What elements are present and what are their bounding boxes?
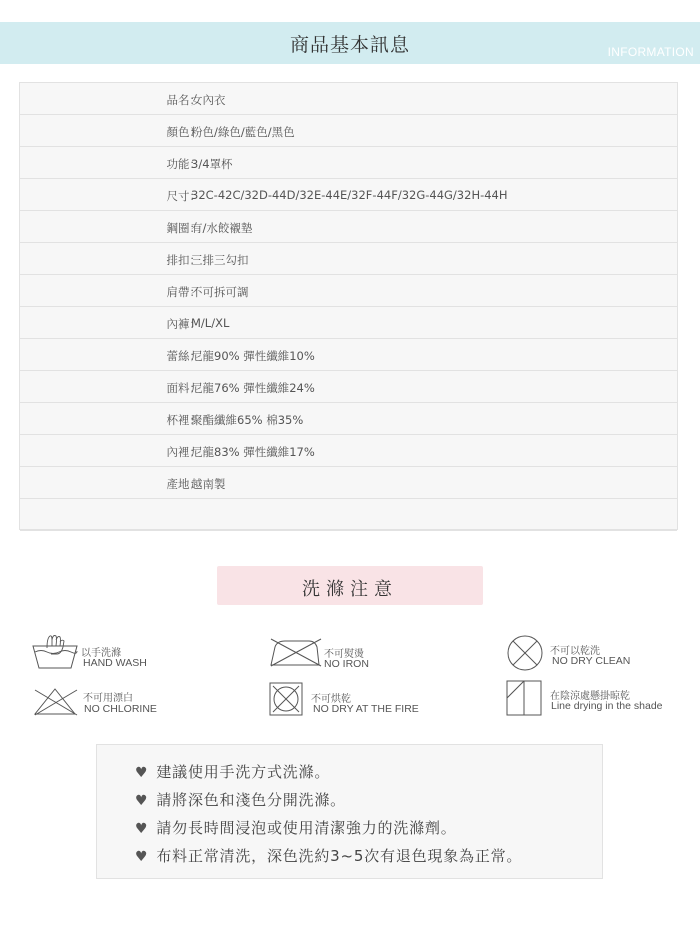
info-row-fabric bbox=[20, 371, 677, 403]
info-value: 尼龍76% 彈性纖維24% bbox=[191, 381, 315, 395]
info-title: 商品基本訊息 bbox=[289, 34, 410, 56]
info-label: 面料： bbox=[166, 381, 201, 395]
note-text: 請勿長時間浸泡或使用清潔強力的洗滌劑。 bbox=[156, 819, 457, 837]
info-value: 女內衣 bbox=[191, 93, 226, 107]
care-zh-label: 不可熨燙 bbox=[324, 649, 364, 660]
info-label: 品名： bbox=[166, 93, 201, 107]
wash-title: 洗滌注意 bbox=[302, 579, 398, 600]
note-item bbox=[135, 845, 522, 866]
info-value: 不可拆可調 bbox=[191, 285, 249, 299]
care-zh-label: 以手洗滌 bbox=[81, 648, 121, 659]
hand-wash-icon bbox=[31, 634, 81, 670]
care-zh-label: 在陰涼處懸掛晾乾 bbox=[550, 691, 630, 702]
info-value: 32C-42C/32D-44D/32E-44E/32F-44F/32G-44G/32H-44H bbox=[191, 188, 508, 202]
info-value: 3/4罩杯 bbox=[191, 157, 233, 171]
product-info-table bbox=[19, 82, 678, 530]
info-label: 蕾絲： bbox=[166, 349, 201, 363]
note-item bbox=[135, 817, 457, 838]
info-label: 排扣： bbox=[166, 253, 201, 267]
heart-icon: ♥ bbox=[135, 765, 149, 781]
info-label: 內裡： bbox=[166, 445, 201, 459]
info-value: 有/水餃襯墊 bbox=[191, 221, 253, 235]
info-value: 三排三勾扣 bbox=[191, 253, 249, 267]
note-text: 請將深色和淺色分開洗滌。 bbox=[156, 791, 346, 809]
care-en-label: HAND WASH bbox=[83, 657, 147, 669]
info-subtitle: INFORMATION bbox=[607, 45, 694, 59]
info-value: 聚酯纖維65% 棉35% bbox=[191, 413, 304, 427]
care-zh-label: 不可以乾洗 bbox=[550, 646, 600, 657]
info-label: 肩帶： bbox=[166, 285, 201, 299]
care-no-chlorine bbox=[33, 686, 193, 718]
info-row-origin bbox=[20, 467, 677, 499]
note-text: 建議使用手洗方式洗滌。 bbox=[156, 763, 331, 781]
info-value: 粉色/綠色/藍色/黑色 bbox=[191, 125, 295, 139]
heart-icon: ♥ bbox=[135, 821, 149, 837]
info-row-lining bbox=[20, 435, 677, 467]
note-text: 布料正常清洗，深色洗約3~5次有退色現象為正常。 bbox=[156, 847, 523, 865]
line-dry-shade-icon bbox=[506, 680, 542, 716]
info-row-lace bbox=[20, 339, 677, 371]
info-label: 內褲： bbox=[166, 317, 201, 331]
info-row-cup-lining bbox=[20, 403, 677, 435]
care-en-label: NO IRON bbox=[324, 658, 369, 670]
care-en-label: Line drying in the shade bbox=[551, 700, 663, 712]
note-item bbox=[135, 761, 330, 782]
info-row-color bbox=[20, 115, 677, 147]
info-row-straps bbox=[20, 275, 677, 307]
care-no-iron bbox=[269, 637, 409, 673]
care-no-dry-clean bbox=[506, 634, 666, 672]
info-label: 杯裡： bbox=[166, 413, 201, 427]
care-zh-label: 不可用漂白 bbox=[83, 693, 133, 704]
info-label: 功能： bbox=[166, 157, 201, 171]
info-row-empty bbox=[20, 499, 677, 531]
info-row-name bbox=[20, 83, 677, 115]
care-en-label: NO CHLORINE bbox=[84, 703, 157, 715]
info-row-hooks bbox=[20, 243, 677, 275]
care-hand-wash bbox=[31, 634, 191, 674]
care-en-label: NO DRY AT THE FIRE bbox=[313, 703, 419, 715]
no-chlorine-icon bbox=[33, 686, 77, 716]
info-row-size bbox=[20, 179, 677, 211]
info-label: 產地： bbox=[166, 477, 201, 491]
heart-icon: ♥ bbox=[135, 793, 149, 809]
info-row-function bbox=[20, 147, 677, 179]
care-line-dry-shade bbox=[506, 680, 686, 718]
info-row-underwire bbox=[20, 211, 677, 243]
info-value: 尼龍90% 彈性纖維10% bbox=[191, 349, 315, 363]
info-row-panties bbox=[20, 307, 677, 339]
care-no-tumble-dry bbox=[269, 682, 439, 718]
care-zh-label: 不可烘乾 bbox=[311, 694, 351, 705]
info-value: 越南製 bbox=[191, 477, 226, 491]
info-label: 鋼圈： bbox=[166, 221, 201, 235]
washing-notes-box bbox=[96, 744, 603, 879]
heart-icon: ♥ bbox=[135, 849, 149, 865]
note-item bbox=[135, 789, 346, 810]
info-label: 顏色： bbox=[166, 125, 201, 139]
care-en-label: NO DRY CLEAN bbox=[552, 655, 631, 667]
no-iron-icon bbox=[269, 637, 321, 667]
no-tumble-dry-icon bbox=[269, 682, 303, 716]
info-value: 尼龍83% 彈性纖維17% bbox=[191, 445, 315, 459]
no-dry-clean-icon bbox=[506, 634, 544, 672]
info-label: 尺寸： bbox=[166, 189, 201, 203]
info-value: M/L/XL bbox=[191, 316, 230, 330]
